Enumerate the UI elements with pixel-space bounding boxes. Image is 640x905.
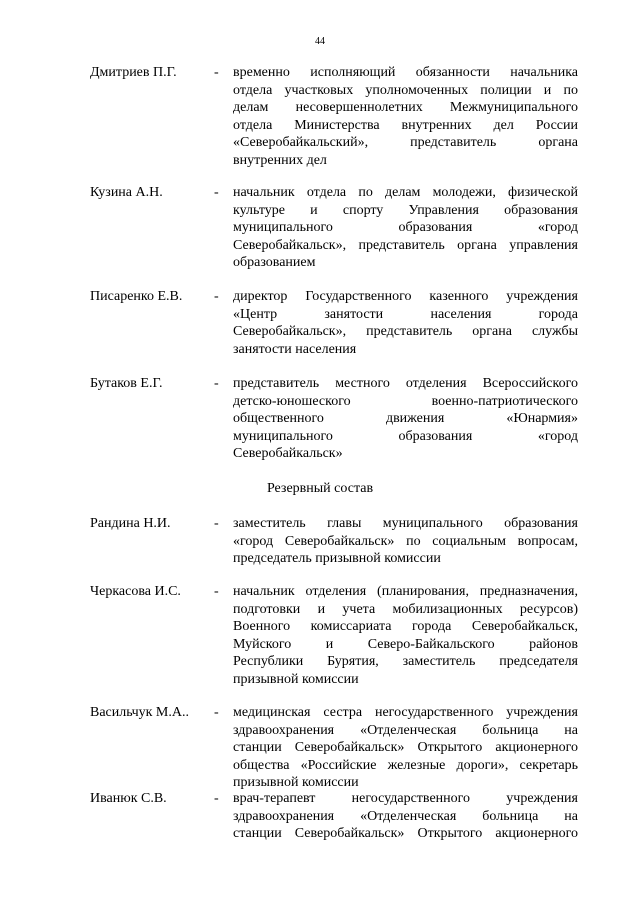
role-line: образованием: [233, 255, 316, 270]
member-role: [233, 64, 578, 169]
role-line: станции Северобайкальск» Открытого акционерного: [233, 826, 578, 841]
reserve-section-title: Резервный состав: [266, 481, 374, 496]
member-role: [233, 790, 578, 843]
role-line: внутренних дел: [233, 152, 327, 168]
role-line: председатель призывной комиссии: [233, 551, 441, 566]
role-line: занятости населения: [233, 341, 357, 357]
member-name: Бутаков Е.Г.: [90, 376, 163, 391]
role-line: общественного движения «Юнармия»: [233, 411, 578, 426]
member-name: Дмитриев П.Г.: [90, 65, 177, 80]
member-role: [233, 583, 578, 688]
page-number: 44: [315, 36, 325, 47]
role-line: Северобайкальск», представитель органа управления: [233, 237, 578, 253]
role-line: Северобайкальск»: [233, 446, 343, 461]
role-line: начальник отделения (планирования, предназначения,: [233, 584, 578, 599]
member-name: Рандина Н.И.: [90, 516, 171, 531]
role-line: медицинская сестра негосударственного учреждения: [233, 705, 578, 720]
role-line: отдела участковых уполномоченных полиции и по: [233, 82, 578, 98]
role-line: врач-терапевт негосударственного учреждения: [233, 791, 578, 806]
member-name: Черкасова И.С.: [90, 584, 181, 599]
dash-separator: -: [214, 185, 219, 200]
role-line: здравоохранения «Отделенческая больница на: [233, 722, 578, 738]
member-name: Иванюк С.В.: [90, 791, 167, 806]
role-line: культуре и спорту Управления образования: [233, 202, 578, 218]
role-line: призывной комиссии: [233, 671, 359, 687]
dash-separator: -: [214, 791, 219, 806]
role-line: делам несовершеннолетних Межмуниципального: [233, 100, 578, 115]
role-line: Муйского и Северо-Байкальского районов: [233, 636, 578, 652]
role-line: призывной комиссии: [233, 775, 359, 790]
role-line: станции Северобайкальск» Открытого акционерного: [233, 740, 578, 755]
member-role: [233, 288, 578, 358]
member-name: Васильчук М.А..: [90, 705, 189, 720]
role-line: здравоохранения «Отделенческая больница на: [233, 808, 578, 824]
role-line: Республики Бурятия, заместитель председателя: [233, 654, 578, 669]
member-name: Писаренко Е.В.: [90, 289, 183, 304]
member-name: Кузина А.Н.: [90, 185, 163, 200]
member-role: [233, 375, 578, 463]
role-line: Военного комиссариата города Северобайкальск,: [233, 619, 578, 634]
role-line: подготовки и учета мобилизационных ресурсов): [233, 601, 578, 617]
role-line: отдела Министерства внутренних дел России: [233, 117, 578, 133]
member-role: [233, 184, 578, 272]
role-line: заместитель главы муниципального образования: [233, 516, 578, 531]
role-line: «Центр занятости населения города: [233, 306, 578, 322]
member-role: [233, 704, 578, 792]
dash-separator: -: [214, 705, 219, 720]
dash-separator: -: [214, 584, 219, 599]
role-line: муниципального образования «город: [233, 220, 578, 235]
role-line: «город Северобайкальск» по социальным вопросам,: [233, 533, 578, 549]
role-line: директор Государственного казенного учреждения: [233, 289, 578, 304]
role-line: детско-юношеского военно-патриотического: [233, 393, 578, 409]
dash-separator: -: [214, 289, 219, 304]
dash-separator: -: [214, 376, 219, 391]
role-line: «Северобайкальский», представитель органа: [233, 135, 578, 150]
dash-separator: -: [214, 516, 219, 531]
role-line: начальник отдела по делам молодежи, физической: [233, 185, 578, 200]
role-line: общества «Российские железные дороги», секретарь: [233, 757, 578, 773]
role-line: муниципального образования «город: [233, 428, 578, 444]
member-role: [233, 515, 578, 568]
role-line: представитель местного отделения Всероссийского: [233, 376, 578, 391]
dash-separator: -: [214, 65, 219, 80]
role-line: Северобайкальск», представитель органа службы: [233, 324, 578, 339]
role-line: временно исполняющий обязанности начальника: [233, 65, 578, 80]
